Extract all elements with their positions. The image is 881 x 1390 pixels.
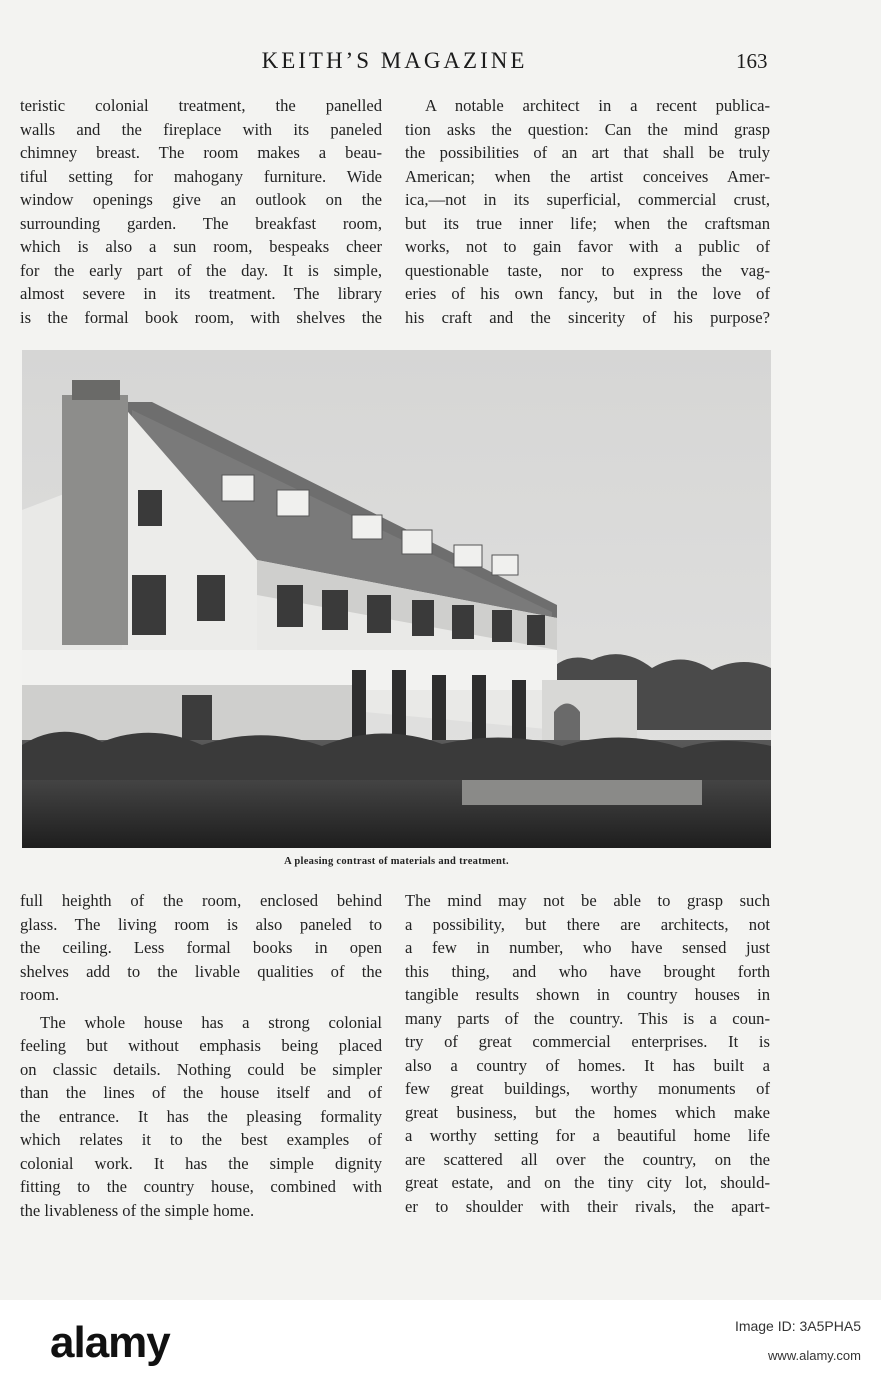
text-line: tion asks the question: Can the mind grasp: [405, 119, 770, 139]
text-line: a possibility, but there are architects, not: [405, 914, 770, 934]
text-column-bottom-right: [405, 889, 770, 1218]
text-line: try of great commercial enterprises. It is: [405, 1032, 770, 1051]
text-line: glass. The living room is also paneled to: [20, 914, 382, 934]
text-line: which is also a sun room, bespeaks cheer: [20, 237, 382, 256]
text-line: are scattered all over the country, on the: [405, 1149, 770, 1169]
text-line: the entrance. It has the pleasing formality: [20, 1106, 382, 1126]
stock-brand-logo: alamy: [50, 1318, 170, 1367]
stock-footer: [0, 1300, 881, 1390]
text-line: the ceiling. Less formal books in open: [20, 938, 382, 957]
text-line: also a country of homes. It has built a: [405, 1055, 770, 1075]
image-id: Image ID: 3A5PHA5: [734, 1318, 861, 1334]
text-column-top-right: [405, 94, 770, 329]
text-line: which relates it to the best examples of: [20, 1130, 382, 1149]
text-line: colonial work. It has the simple dignity: [20, 1153, 382, 1173]
text-line: the possibilities of an art that shall be truly: [405, 143, 770, 162]
text-line: teristic colonial treatment, the panelled: [20, 96, 382, 115]
text-line: shelves add to the livable qualities of the: [20, 961, 382, 981]
text-line: walls and the fireplace with its paneled: [20, 119, 382, 139]
text-line: surrounding garden. The breakfast room,: [20, 213, 382, 233]
photo-caption: A pleasing contrast of materials and treatment.: [284, 856, 509, 867]
text-line: great estate, and on the tiny city lot, should-: [405, 1173, 770, 1192]
text-line: The whole house has a strong colonial: [40, 1012, 382, 1032]
magazine-title: KEITH’S MAGAZINE: [261, 48, 528, 73]
text-line: questionable taste, nor to express the vag-: [405, 260, 770, 280]
text-line: a few in number, who have sensed just: [405, 938, 770, 957]
text-line: is the formal book room, with shelves the: [20, 307, 382, 327]
text-column-top-left: [20, 94, 382, 329]
text-line: this thing, and who have brought forth: [405, 961, 770, 981]
stock-url: www.alamy.com: [768, 1348, 861, 1363]
page-number: 163: [736, 49, 768, 73]
text-line: on classic details. Nothing could be simpler: [20, 1059, 382, 1079]
text-line: eries of his own fancy, but in the love of: [405, 284, 770, 303]
text-line: many parts of the country. This is a coun-: [405, 1008, 770, 1028]
text-line: A notable architect in a recent publica-: [425, 96, 770, 115]
text-line: chimney breast. The room makes a beau-: [20, 143, 382, 162]
text-line: great business, but the homes which make: [405, 1102, 770, 1122]
text-line: American; when the artist conceives Amer-: [405, 166, 770, 186]
text-line: ica,—not in its superficial, commercial crust,: [405, 190, 770, 209]
text-line: but its true inner life; when the craftsman: [405, 213, 770, 233]
text-line: few great buildings, worthy monuments of: [405, 1079, 770, 1098]
text-line: the livableness of the simple home.: [20, 1200, 255, 1220]
text-line: almost severe in its treatment. The library: [20, 284, 382, 303]
text-line: window openings give an outlook on the: [20, 190, 382, 209]
text-line: feeling but without emphasis being placed: [20, 1036, 382, 1055]
text-line: his craft and the sincerity of his purpose?: [405, 307, 770, 327]
text-line: a worthy setting for a beautiful home life: [405, 1126, 770, 1145]
text-line: room.: [20, 985, 60, 1004]
text-line: for the early part of the day. It is simple,: [20, 260, 382, 280]
house-photograph: [22, 350, 771, 848]
text-line: fitting to the country house, combined with: [20, 1177, 382, 1196]
text-line: er to shoulder with their rivals, the apart-: [405, 1196, 770, 1216]
text-line: works, not to gain favor with a public of: [405, 237, 770, 256]
text-line: full heighth of the room, enclosed behind: [20, 891, 382, 910]
text-line: tangible results shown in country houses in: [405, 985, 770, 1004]
text-line: The mind may not be able to grasp such: [405, 891, 770, 910]
text-column-bottom-left: [20, 889, 382, 1222]
text-line: tiful setting for mahogany furniture. Wide: [20, 166, 382, 186]
text-line: than the lines of the house itself and of: [20, 1083, 382, 1102]
